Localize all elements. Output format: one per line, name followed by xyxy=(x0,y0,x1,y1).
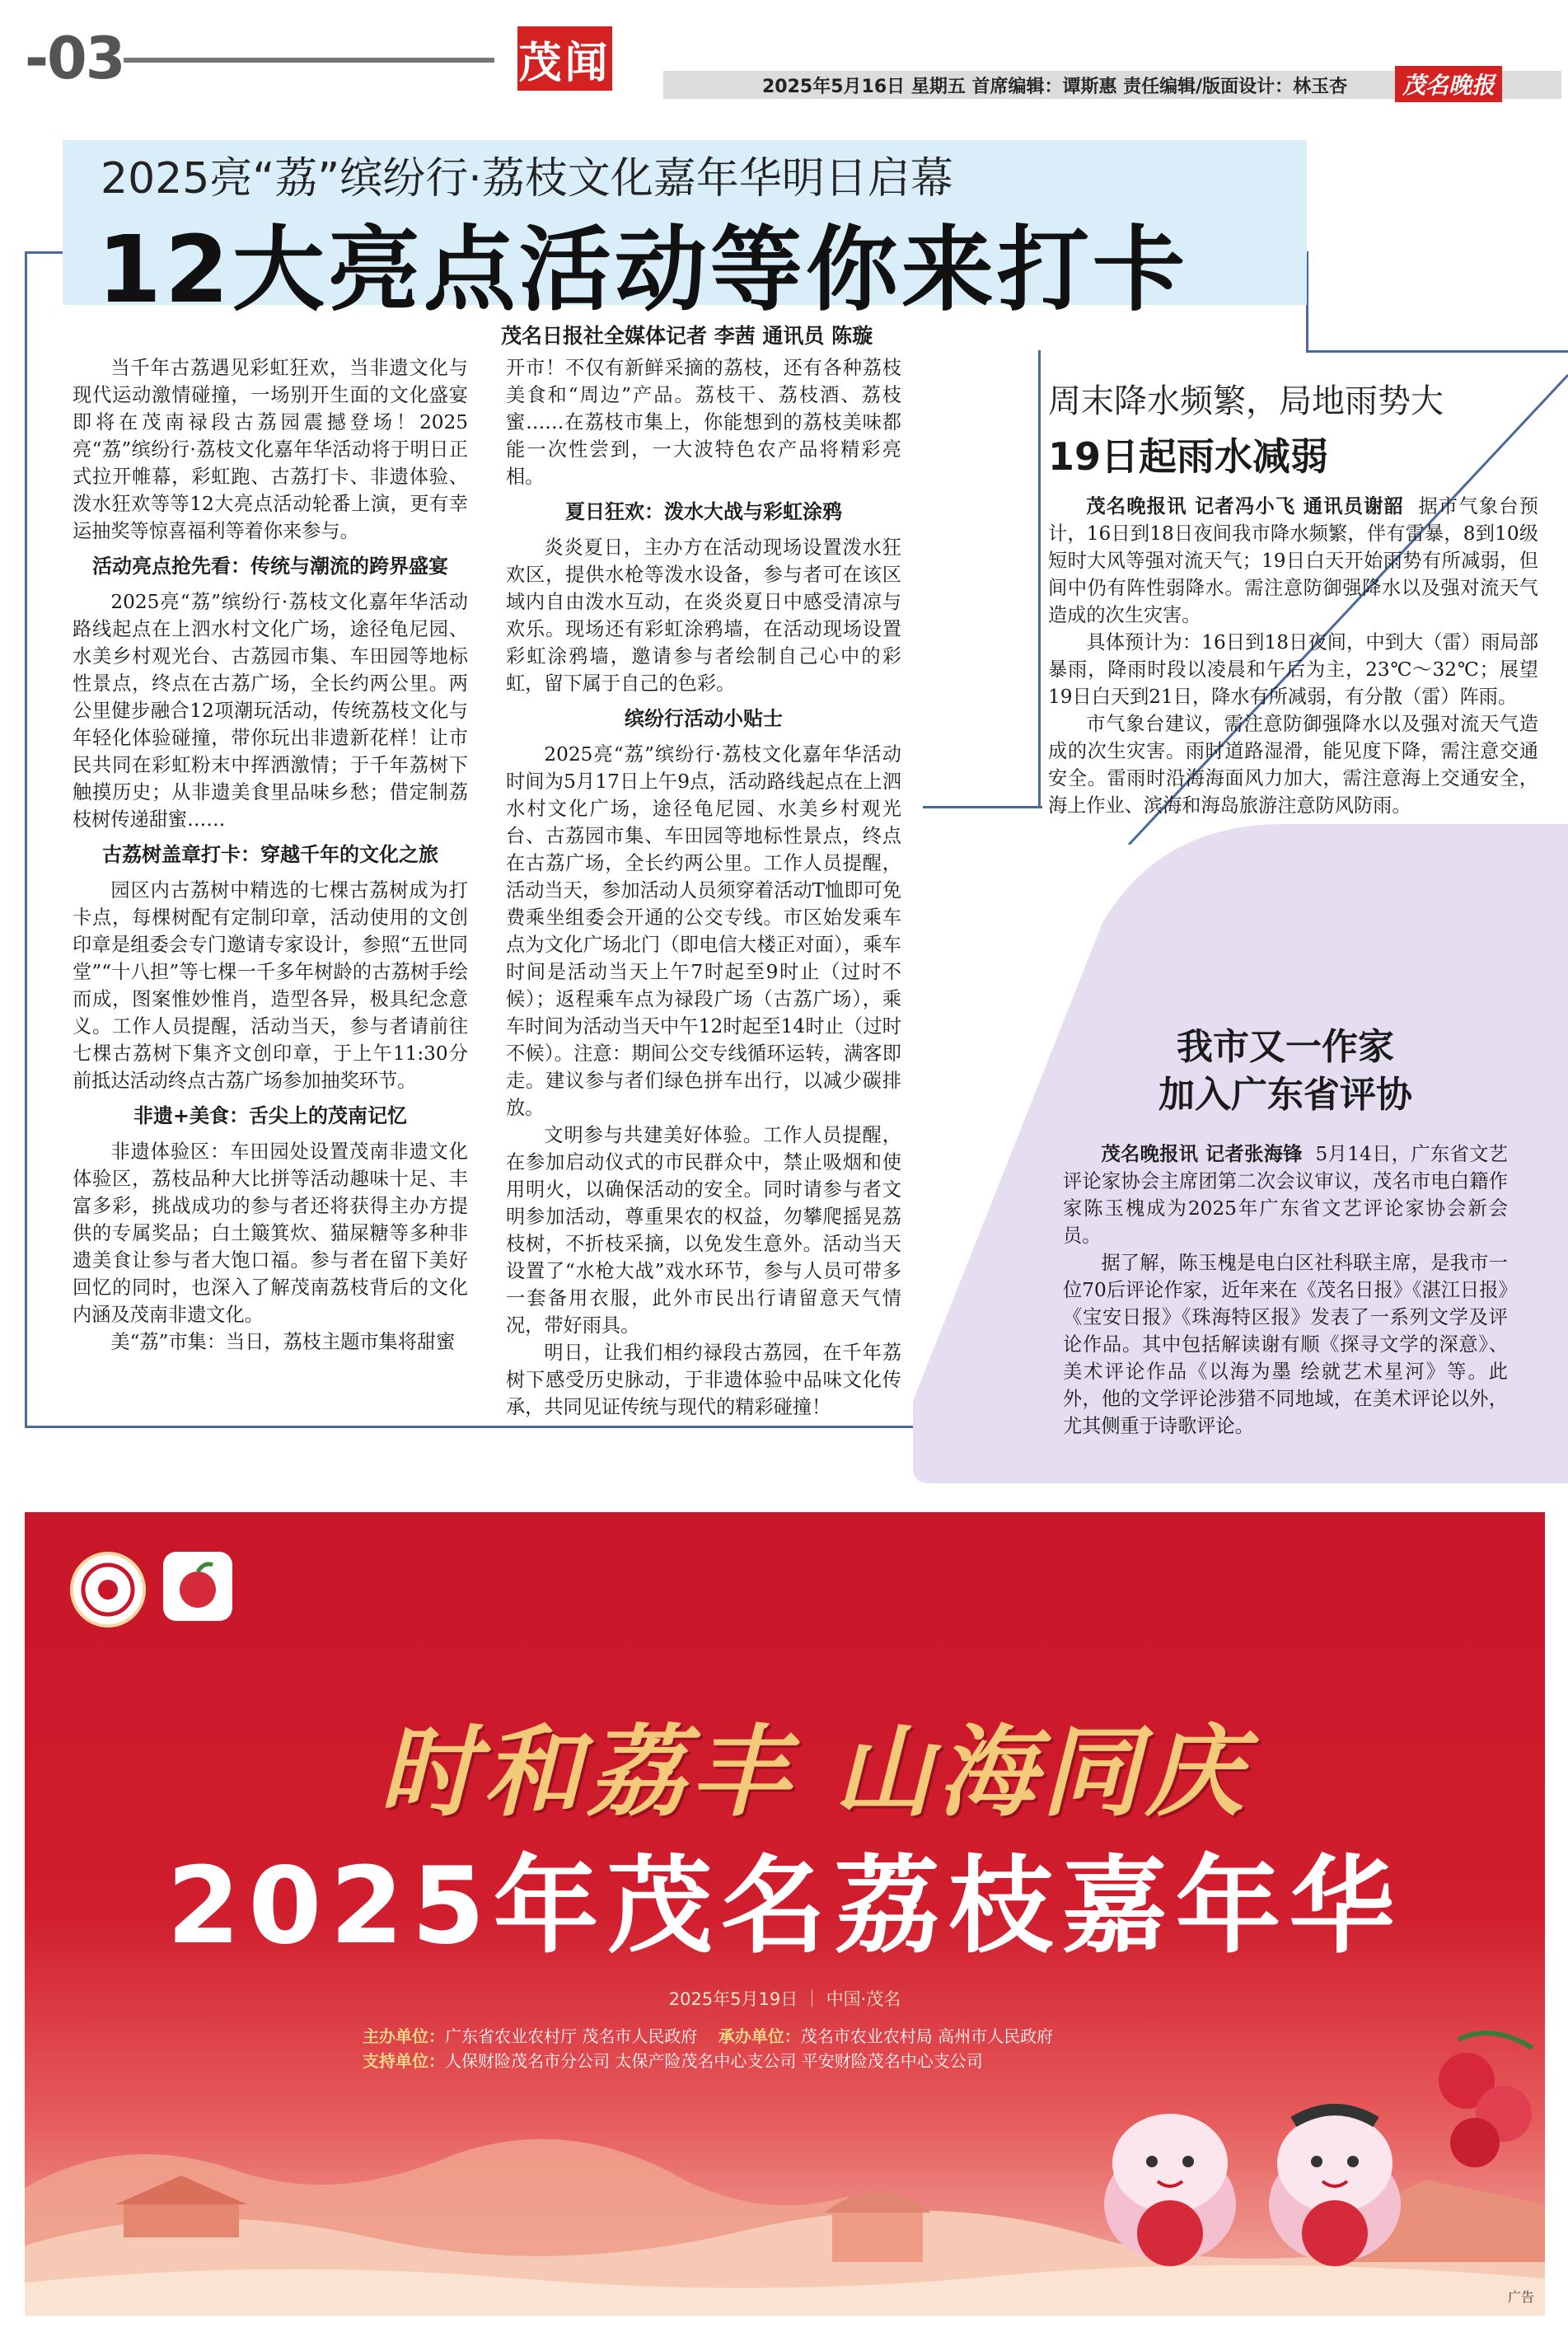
support-label: 支持单位： xyxy=(363,2051,445,2071)
section-name: 茂闻 xyxy=(517,26,612,91)
subheading: 非遗+美食：舌尖上的茂南记忆 xyxy=(133,1104,408,1127)
carnival-advertisement xyxy=(25,1512,1545,2316)
paragraph: 据市气象台预计，16日到18日夜间我市降水频繁，伴有雷暴，8到10级短时大风等强对流天气；19日白天开始雨势有所减弱，但间中仍有阵性弱降水。需注意防御强降水以及强对流天气造成的次生灾害。 xyxy=(1048,495,1538,626)
lychee-logo-icon xyxy=(163,1552,232,1621)
weather-lead: 茂名晚报讯 记者冯小飞 通讯员谢韶 xyxy=(1086,495,1405,518)
paragraph: 当千年古荔遇见彩虹狂欢，当非遗文化与现代运动激情碰撞，一场别开生面的文化盛宴即将在茂南禄段古荔园震撼登场！2025亮“荔”缤纷行·荔枝文化嘉年华活动将于明日正式拉开帷幕，彩虹跑、古荔打卡、非遗体验、泼水狂欢等等12大亮点活动轮番上演，更有幸运抽奖等惊喜福利等着你来参与。 xyxy=(73,357,468,542)
paragraph: 2025亮“荔”缤纷行·荔枝文化嘉年华活动路线起点在上泗水村文化广场，途径龟尼园、水美乡村观光台、古荔园市集、车田园等地标性景点，终点在古荔广场，全长约两公里。两公里健步融合12项潮玩活动，传统荔枝文化与年轻化体验碰撞，带你玩出非遗新花样！让市民共同在彩虹粉末中挥洒激情；于千年荔树下触摸历史；从非遗美食里品味乡愁；借定制荔枝树传递甜蜜…… xyxy=(73,591,468,831)
organizer-label: 承办单位： xyxy=(718,2026,801,2046)
ad-organizers xyxy=(363,2023,1053,2047)
paragraph: 文明参与共建美好体验。工作人员提醒，在参加启动仪式的市民群众中，禁止吸烟和使用明火，以确保活动的安全。同时请参与者文明参加活动，尊重果农的权益，勿攀爬摇晃荔枝树，不折枝采摘，以免发生意外。活动当天设置了“水枪大战”戏水环节，参与人员可带多一套备用衣服，此外市民出行请留意天气情况，带好雨具。 xyxy=(506,1124,901,1337)
subheading: 古荔树盖章打卡：穿越千年的文化之旅 xyxy=(102,843,438,866)
article-column-1 xyxy=(73,354,468,1356)
mascot-right-icon xyxy=(1244,2089,1425,2270)
ad-label: 广告 xyxy=(1508,2289,1535,2305)
article-kicker: 2025亮“荔”缤纷行·荔枝文化嘉年华明日启幕 xyxy=(101,154,953,204)
lychee-cluster-icon xyxy=(1425,2023,1545,2188)
subheading: 缤纷行活动小贴士 xyxy=(625,707,783,730)
paper-logo: 茂名晚报 xyxy=(1395,66,1502,102)
dateline: 2025年5月16日 星期五 首席编辑：谭斯惠 责任编辑/版面设计：林玉杏 xyxy=(762,77,1348,97)
writer-article xyxy=(1063,1023,1508,1440)
writer-lead: 茂名晚报讯 记者张海锋 xyxy=(1101,1143,1303,1165)
paragraph: 非遗体验区：车田园处设置茂南非遗文化体验区，荔枝品种大比拼等活动趣味十足、丰富多彩，挑战成功的参与者还将获得主办方提供的专属奖品；白土簸箕炊、猫屎糖等多种非遗美食让参与者大饱口福。参与者在留下美好回忆的同时，也深入了解茂南荔枝背后的文化内涵及茂南非遗文化。 xyxy=(73,1141,468,1326)
page-number: -03 xyxy=(25,25,124,92)
host-label: 主办单位： xyxy=(363,2026,445,2046)
paragraph: 明日，让我们相约禄段古荔园，在千年荔树下感受历史脉动，于非遗体验中品味文化传承，共同见证传统与现代的精彩碰撞！ xyxy=(506,1342,901,1418)
paragraph: 具体预计为：16日到18日夜间，中到大（雷）雨局部暴雨，降雨时段以凌晨和午后为主，23℃～32℃；展望19日白天到21日，降水有所减弱，有分散（雷）阵雨。 xyxy=(1048,631,1538,708)
weather-title: 19日起雨水减弱 xyxy=(1048,434,1329,479)
article-byline: 茂名日报社全媒体记者 李茜 通讯员 陈璇 xyxy=(501,324,873,348)
organizer-units: 茂名市农业农村局 高州市人民政府 xyxy=(800,2026,1054,2046)
frame-line-weather-left xyxy=(1038,350,1041,808)
masthead-rule xyxy=(124,58,494,63)
ad-title: 2025年茂名荔枝嘉年华 xyxy=(166,1845,1403,1968)
paragraph: 5月14日，广东省文艺评论家协会主席团第二次会议审议，茂名市电白籍作家陈玉槐成为2025年广东省文艺评论家协会新会员。 xyxy=(1063,1143,1508,1247)
paragraph: 炎炎夏日，主办方在活动现场设置泼水狂欢区，提供水枪等泼水设备，参与者可在该区域内自由泼水互动，在炎炎夏日中感受清凉与欢乐。现场还有彩虹涂鸦墙，在活动现场设置彩虹涂鸦墙，邀请参与者绘制自己心中的彩虹，留下属于自己的色彩。 xyxy=(506,536,901,695)
paragraph: 市气象台建议，需注意防御强降水以及强对流天气造成的次生灾害。雨时道路湿滑，能见度下降，需注意交通安全。雷雨时沿海海面风力加大，需注意海上交通安全，海上作业、滨海和海岛旅游注意防风防雨。 xyxy=(1048,713,1538,817)
emblem-logo-icon xyxy=(70,1552,146,1628)
writer-title xyxy=(1063,1023,1508,1119)
paragraph: 美“荔”市集：当日，荔枝主题市集将甜蜜 xyxy=(110,1331,456,1353)
writer-body xyxy=(1063,1141,1508,1440)
ad-date-place: 2025年5月19日 ｜ 中国·茂名 xyxy=(668,1989,901,2009)
article-headline: 12大亮点活动等你来打卡 xyxy=(97,217,1188,324)
frame-line-left xyxy=(25,251,27,1426)
paragraph: 据了解，陈玉槐是电白区社科联主席，是我市一位70后评论作家，近年来在《茂名日报》《湛江日报》《宝安日报》《珠海特区报》发表了一系列文学及评论作品。其中包括解读谢有顺《探寻文学的深意》、美术评论作品《以海为墨 绘就艺术星河》等。此外，他的文学评论涉猎不同地域，在美术评论以外，尤其侧重于诗歌评论。 xyxy=(1063,1252,1508,1437)
weather-body xyxy=(1048,493,1538,819)
paragraph: 2025亮“荔”缤纷行·荔枝文化嘉年华活动时间为5月17日上午9点，活动路线起点在上泗水村文化广场，途径龟尼园、水美乡村观光台、古荔园市集、车田园等地标性景点，终点在古荔广场，全长约两公里。工作人员提醒，活动当天，参加活动人员须穿着活动T恤即可免费乘坐组委会开通的公交专线。市区始发乘车点为文化广场北门（即电信大楼正对面），乘车时间是活动当天上午7时起至9时止（过时不候）；返程乘车点为禄段广场（古荔广场），乘车时间为活动当天中午12时起至14时止（过时不候）。注意：期间公交专线循环运转，满客即走。建议参与者们绿色拼车出行，以减少碳排放。 xyxy=(506,743,901,1119)
paragraph: 开市！不仅有新鲜采摘的荔枝，还有各种荔枝美食和“周边”产品。荔枝干、荔枝酒、荔枝蜜……在荔枝市集上，你能想到的荔枝美味都能一次性尝到，一大波特色农产品将精彩亮相。 xyxy=(506,357,901,488)
frame-line-weather-bottom-left xyxy=(923,806,1042,808)
mascot-left-icon xyxy=(1079,2089,1261,2270)
support-units: 人保财险茂名市分公司 太保产险茂名中心支公司 平安财险茂名中心支公司 xyxy=(445,2051,983,2071)
host-units: 广东省农业农村厅 茂名市人民政府 xyxy=(445,2026,698,2046)
weather-article xyxy=(1048,375,1538,819)
ad-supporters xyxy=(363,2048,983,2072)
writer-title-line: 我市又一作家 xyxy=(1177,1026,1394,1068)
paragraph: 园区内古荔树中精选的七棵古荔树成为打卡点，每棵树配有定制印章，活动使用的文创印章是组委会专门邀请专家设计，参照“五世同堂”“十八担”等七棵一千多年树龄的古荔树手绘而成，图案惟妙惟肖，造型各异，极具纪念意义。工作人员提醒，活动当天，参与者请前往七棵古荔树下集齐文创印章，于上午11:30分前抵达活动终点古荔广场参加抽奖环节。 xyxy=(73,879,468,1092)
article-column-2 xyxy=(506,354,901,1421)
weather-kicker: 周末降水频繁，局地雨势大 xyxy=(1048,382,1444,420)
subheading: 夏日狂欢：泼水大战与彩虹涂鸦 xyxy=(565,500,842,523)
frame-line-bottom xyxy=(25,1426,919,1428)
writer-title-line: 加入广东省评协 xyxy=(1158,1074,1412,1116)
ad-slogan: 时和荔丰 山海同庆 xyxy=(379,1714,1249,1830)
frame-line-left-top xyxy=(25,251,64,254)
subheading: 活动亮点抢先看：传统与潮流的跨界盛宴 xyxy=(92,555,448,578)
